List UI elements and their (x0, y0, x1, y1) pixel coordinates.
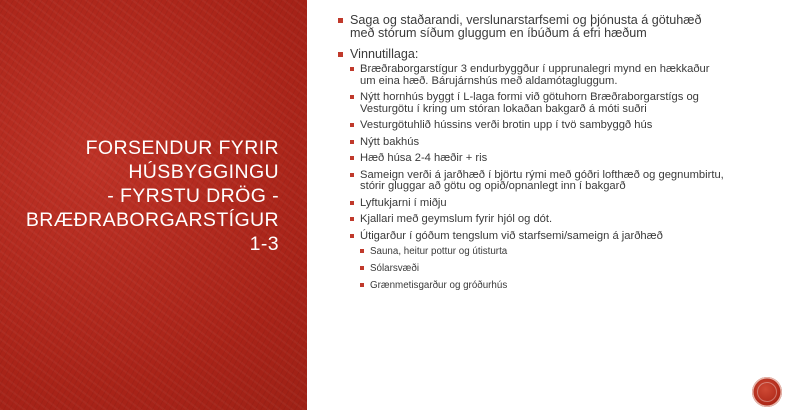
bullet-text: Vinnutillaga: (350, 47, 419, 61)
sub-bullet-text: Bræðraborgarstígur 3 endurbyggður í upprunalegri mynd en hækkaður um eina hæð. Bárujárnshús með aldamótagluggum. (360, 63, 710, 87)
sub-sub-bullet-text: Sólarsvæði (370, 263, 420, 274)
sub-bullet-text: Nýtt bakhús (360, 135, 420, 148)
square-bullet-icon (350, 123, 354, 127)
sub-bullet-text: Vesturgötuhlið hússins verði brotin upp í tvö sambyggð hús (360, 119, 653, 131)
square-bullet-icon (350, 95, 354, 99)
sub-bullet-item (350, 92, 728, 115)
sub-sub-bullet-text: Sauna, heitur pottur og útisturta (370, 246, 508, 257)
slide-title (9, 136, 279, 256)
square-bullet-icon (350, 140, 354, 144)
square-bullet-icon (360, 266, 364, 270)
square-bullet-icon (350, 67, 354, 71)
title-line: BRÆÐRABORGARSTÍGUR (25, 209, 279, 231)
square-bullet-icon (338, 52, 343, 57)
sub-bullet-text: Sameign verði á jarðhæð í björtu rými með góðri lofthæð og gegnumbirtu, stórir gluggar að götu og opið/opnanlegt inn í bakgarð (360, 168, 724, 192)
sub-sub-bullet-list (360, 246, 728, 291)
title-line: HÚSBYGGINGU (128, 161, 279, 183)
square-bullet-icon (350, 173, 354, 177)
square-bullet-icon (350, 201, 354, 205)
sub-sub-bullet-item (360, 246, 728, 257)
title-line: - FYRSTU DRÖG - (107, 185, 279, 207)
sub-bullet-text: Lyftukjarni í miðju (360, 196, 447, 209)
sub-bullet-item (350, 170, 728, 193)
sub-bullet-item (350, 198, 728, 210)
logo-icon (752, 377, 782, 407)
bullet-content (338, 14, 728, 299)
sub-bullet-item (350, 153, 728, 165)
bullet-item (338, 14, 728, 40)
square-bullet-icon (338, 18, 343, 23)
sub-bullet-text: Hæð húsa 2-4 hæðir + ris (360, 152, 488, 164)
sub-sub-bullet-item (360, 263, 728, 274)
title-line: 1-3 (249, 233, 279, 255)
sub-bullet-item (350, 137, 728, 149)
square-bullet-icon (350, 156, 354, 160)
square-bullet-icon (350, 234, 354, 238)
sub-bullet-item (350, 214, 728, 226)
title-line: FORSENDUR FYRIR (85, 137, 279, 159)
title-panel (0, 0, 307, 410)
square-bullet-icon (360, 283, 364, 287)
bullet-item (338, 48, 728, 291)
sub-bullet-text: Nýtt hornhús byggt í L-laga formi við götuhorn Bræðraborgarstígs og Vesturgötu í kring um stóran lokaðan bakgarð á móti suðri (360, 91, 699, 115)
sub-bullet-item (350, 64, 728, 87)
sub-bullet-item (350, 231, 728, 292)
square-bullet-icon (360, 249, 364, 253)
bullet-text: Saga og staðarandi, verslunarstarfsemi og þjónusta á götuhæð með stórum síðum gluggum en íbúðum á efri hæðum (350, 13, 702, 40)
sub-sub-bullet-text: Grænmetisgarður og gróðurhús (370, 280, 508, 291)
bullet-list (338, 14, 728, 291)
sub-bullet-text: Útigarður í góðum tengslum við starfsemi/sameign á jarðhæð (360, 229, 663, 242)
sub-bullet-item (350, 120, 728, 132)
sub-bullet-text: Kjallari með geymslum fyrir hjól og dót. (360, 213, 553, 225)
square-bullet-icon (350, 217, 354, 221)
sub-sub-bullet-item (360, 280, 728, 291)
sub-bullet-list (350, 64, 728, 291)
